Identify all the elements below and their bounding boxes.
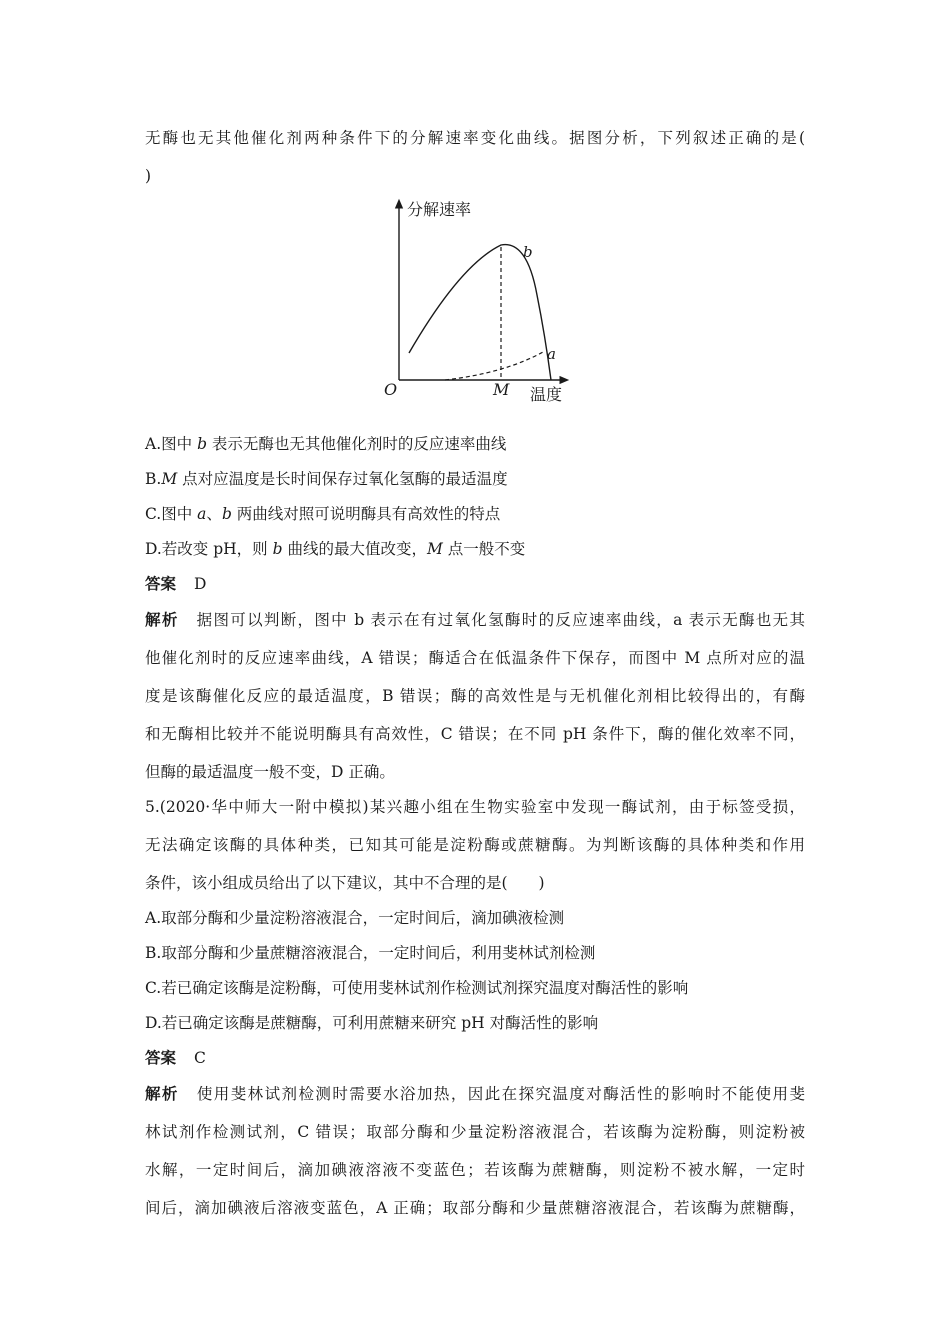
origin-label: O [384,380,398,399]
y-axis-label: 分解速率 [407,200,472,219]
q5-option-b: B.取部分酶和少量蔗糖溶液混合，一定时间后，利用斐林试剂检测 [145,944,596,962]
q4-answer: 答案 D [145,574,207,593]
q4-analysis-line-2: 他催化剂时的反应速率曲线，A 错误；酶适合在低温条件下保存，而图中 M 点所对应的温 [145,649,805,667]
rate-temperature-chart [375,195,575,410]
curve-a-label: a [547,345,556,363]
q5-stem-line-2: 无法确定该酶的具体种类，已知其可能是淀粉酶或蔗糖酶。为判断该酶的具体种类和作用 [145,836,805,854]
q5-option-c: C.若已确定该酶是淀粉酶，可使用斐林试剂作检测试剂探究温度对酶活性的影响 [145,979,689,997]
q5-option-d: D.若已确定该酶是蔗糖酶，可利用蔗糖来研究 pH 对酶活性的影响 [145,1014,599,1032]
q4-analysis-line-1: 解析 据图可以判断，图中 b 表示在有过氧化氢酶时的反应速率曲线，a 表示无酶也无其 [145,610,805,629]
q4-option-a: A.图中 b 表示无酶也无其他催化剂时的反应速率曲线 [145,435,507,453]
q4-analysis-line-4: 和无酶相比较并不能说明酶具有高效性，C 错误；在不同 pH 条件下，酶的催化效率不同， [145,725,805,743]
q5-stem-line-3: 条件，该小组成员给出了以下建议，其中不合理的是( ) [145,874,545,892]
x-axis-label: 温度 [530,385,563,404]
q4-analysis-line-3: 度是该酶催化反应的最适温度，B 错误；酶的高效性是与无机催化剂相比较得出的，有酶 [145,687,805,705]
question-intro-line-2: ) [145,167,152,185]
m-label: M [493,380,510,399]
q4-analysis-line-5: 但酶的最适温度一般不变，D 正确。 [145,763,395,781]
curve-b-label: b [523,243,533,261]
q5-analysis-line-4: 间后，滴加碘液后溶液变蓝色，A 正确；取部分酶和少量蔗糖溶液混合，若该酶为蔗糖酶， [145,1199,805,1217]
q5-analysis-line-3: 水解，一定时间后，滴加碘液溶液不变蓝色；若该酶为蔗糖酶，则淀粉不被水解，一定时 [145,1161,805,1179]
q5-analysis-line-1: 解析 使用斐林试剂检测时需要水浴加热，因此在探究温度对酶活性的影响时不能使用斐 [145,1084,805,1103]
curve-b [409,245,551,380]
q5-analysis-line-2: 林试剂作检测试剂，C 错误；取部分酶和少量淀粉溶液混合，若该酶为淀粉酶，则淀粉被 [145,1123,805,1141]
curve-a [445,352,543,380]
q4-option-b: B.M 点对应温度是长时间保存过氧化氢酶的最适温度 [145,470,508,488]
q5-option-a: A.取部分酶和少量淀粉溶液混合，一定时间后，滴加碘液检测 [145,909,565,927]
q4-option-c: C.图中 a、b 两曲线对照可说明酶具有高效性的特点 [145,505,501,523]
q5-answer: 答案 C [145,1048,206,1067]
question-intro-line-1: 无酶也无其他催化剂两种条件下的分解速率变化曲线。据图分析，下列叙述正确的是( [145,129,805,147]
q4-option-d: D.若改变 pH，则 b 曲线的最大值改变，M 点一般不变 [145,540,526,558]
q5-stem-line-1: 5.(2020·华中师大一附中模拟)某兴趣小组在生物实验室中发现一酶试剂，由于标签受损， [145,798,805,816]
